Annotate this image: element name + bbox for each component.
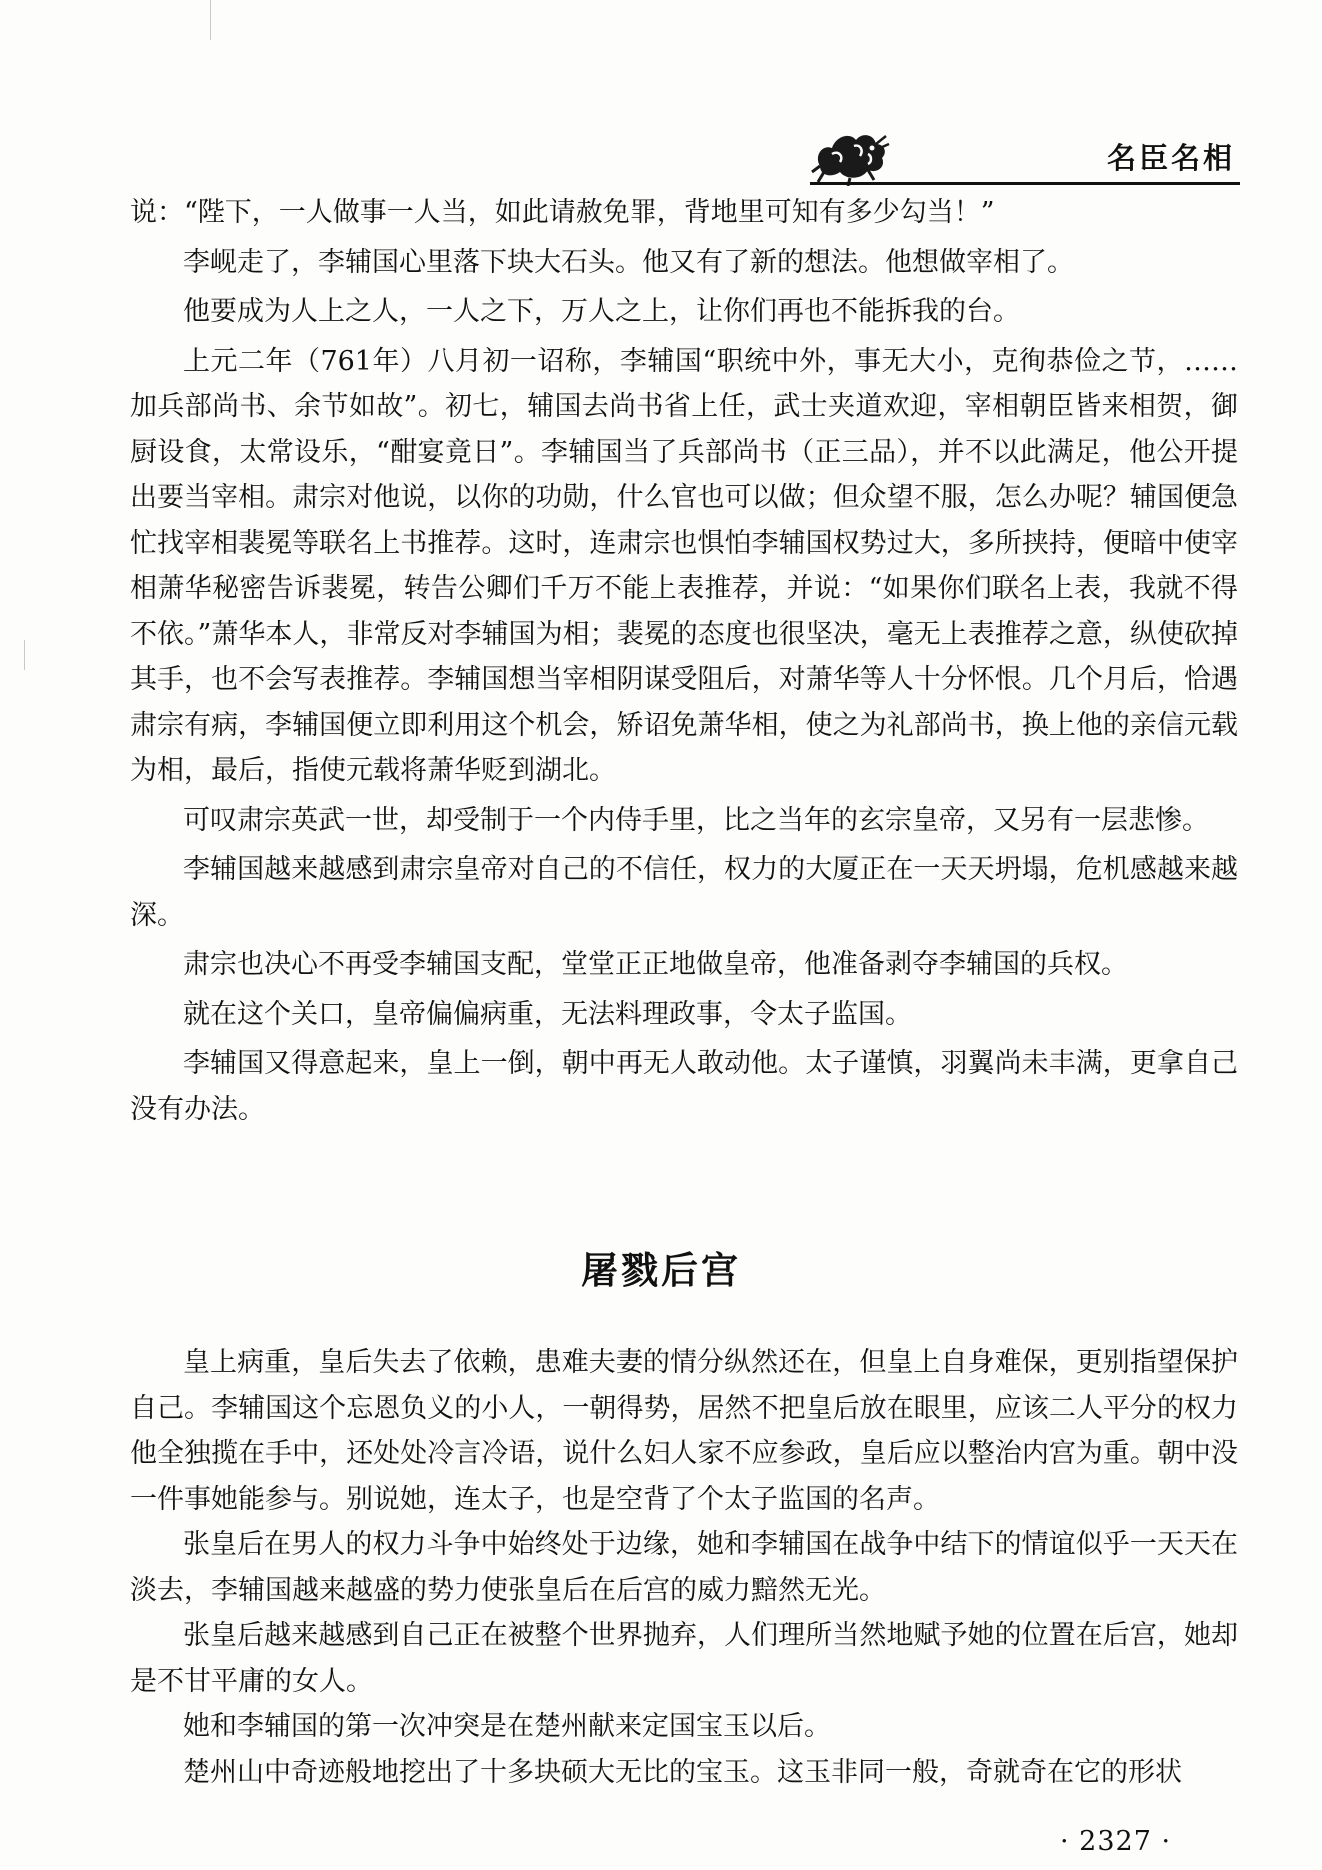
paragraph: 楚州山中奇迹般地挖出了十多块硕大无比的宝玉。这玉非同一般，奇就奇在它的形状 <box>183 1756 1182 1788</box>
dragon-icon <box>810 126 890 186</box>
scan-artifact <box>210 0 211 40</box>
paragraph: 李辅国又得意起来，皇上一倒，朝中再无人敢动他。太子谨慎，羽翼尚未丰满，更拿自己没有办法。 <box>130 1048 1238 1125</box>
paragraph: 张皇后越来越感到自己正在被整个世界抛弃，人们理所当然地赋予她的位置在后宫，她却是不甘平庸的女人。 <box>130 1620 1238 1697</box>
paragraph: 李岘走了，李辅国心里落下块大石头。他又有了新的想法。他想做宰相了。 <box>183 246 1074 278</box>
paragraph: 皇上病重，皇后失去了依赖，患难夫妻的情分纵然还在，但皇上自身难保，更别指望保护自己。李辅国这个忘恩负义的小人，一朝得势，居然不把皇后放在眼里，应该二人平分的权力他全独揽在手中，还处处冷言冷语，说什么妇人家不应参政，皇后应以整治内宫为重。朝中没一件事她能参与。别说她，连太子，也是空背了个太子监国的名声。 <box>130 1347 1238 1515</box>
text-block-bottom <box>130 1340 1238 1795</box>
scan-artifact <box>24 640 25 670</box>
paragraph: 上元二年（761年）八月初一诏称，李辅国“职统中外，事无大小，克徇恭俭之节，……加兵部尚书、余节如故”。初七，辅国去尚书省上任，武士夹道欢迎，宰相朝臣皆来相贺，御厨设食，太常设乐，“酣宴竟日”。李辅国当了兵部尚书（正三品），并不以此满足，他公开提出要当宰相。肃宗对他说，以你的功勋，什么官也可以做；但众望不服，怎么办呢？辅国便急忙找宰相裴冕等联名上书推荐。这时，连肃宗也惧怕李辅国权势过大，多所挟持，便暗中使宰相萧华秘密告诉裴冕，转告公卿们千万不能上表推荐，并说：“如果你们联名上表，我就不得不依。”萧华本人，非常反对李辅国为相；裴冕的态度也很坚决，毫无上表推荐之意，纵使砍掉其手，也不会写表推荐。李辅国想当宰相阴谋受阻后，对萧华等人十分怀恨。几个月后，恰遇肃宗有病，李辅国便立即利用这个机会，矫诏免萧华相，使之为礼部尚书，换上他的亲信元载为相，最后，指使元载将萧华贬到湖北。 <box>130 345 1238 786</box>
running-header <box>810 118 1235 190</box>
paragraph: 张皇后在男人的权力斗争中始终处于边缘，她和李辅国在战争中结下的情谊似乎一天天在淡去，李辅国越来越盛的势力使张皇后在后宫的威力黯然无光。 <box>130 1529 1238 1606</box>
text-block-top <box>130 190 1238 1132</box>
section-title: 屠戮后宫 <box>581 1249 741 1292</box>
paragraph: 说：“陛下，一人做事一人当，如此请赦免罪，背地里可知有多少勾当！” <box>130 197 995 228</box>
paragraph: 可叹肃宗英武一世，却受制于一个内侍手里，比之当年的玄宗皇帝，又另有一层悲惨。 <box>183 804 1209 836</box>
page-number: · 2327 · <box>1060 1826 1172 1857</box>
paragraph: 就在这个关口，皇帝偏偏病重，无法料理政事，令太子监国。 <box>183 998 912 1030</box>
paragraph: 李辅国越来越感到肃宗皇帝对自己的不信任，权力的大厦正在一天天坍塌，危机感越来越深。 <box>130 854 1238 931</box>
paragraph: 肃宗也决心不再受李辅国支配，堂堂正正地做皇帝，他准备剥夺李辅国的兵权。 <box>183 949 1128 980</box>
section-name: 名臣名相 <box>1106 141 1235 175</box>
paragraph: 他要成为人上之人，一人之下，万人之上，让你们再也不能拆我的台。 <box>183 296 1020 327</box>
header-rule <box>810 182 1240 185</box>
paragraph: 她和李辅国的第一次冲突是在楚州献来定国宝玉以后。 <box>183 1711 831 1742</box>
